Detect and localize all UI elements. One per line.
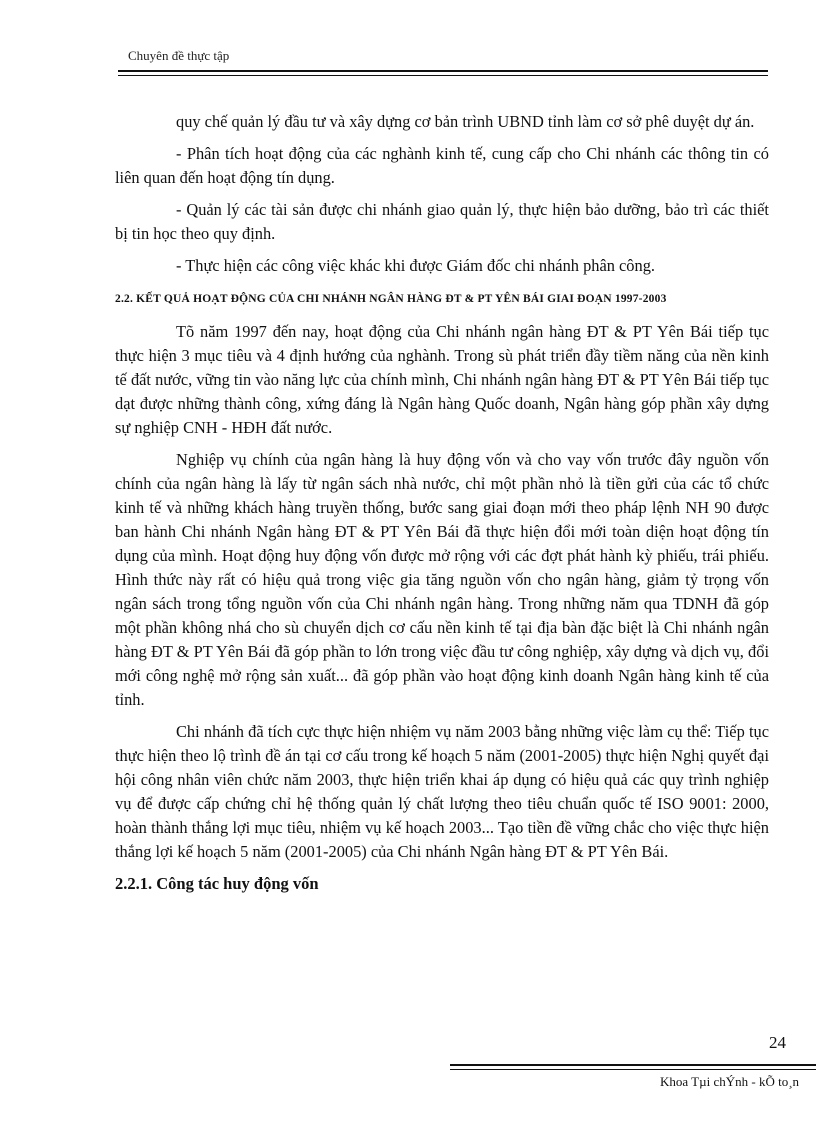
- paragraph: Nghiệp vụ chính của ngân hàng là huy động vốn và cho vay vốn trước đây nguồn vốn chính của ngân hàng là lấy từ ngân sách nhà nước, chỉ một phần nhỏ là tiền gửi của các tổ chức kinh tế và những khách hàng truyền thống, bước sang giai đoạn mới theo pháp lệnh NH 90 được ban hành Chi nhánh Ngân hàng ĐT & PT Yên Bái đã thực hiện đổi mới toàn diện hoạt động tín dụng của mình. Hoạt động huy động vốn được mở rộng với các đợt phát hành kỳ phiếu, trái phiếu. Hình thức này rất có hiệu quả trong việc gia tăng nguồn vốn cho ngân hàng, giảm tỷ trọng vốn ngân sách trong tổng nguồn vốn của Chi nhánh ngân hàng. Trong những năm qua TDNH đã góp một phần không nhá cho sù chuyển dịch cơ cấu nền kinh tế tại địa bàn đặc biệt là Chi nhánh ngân hàng ĐT & PT Yên Bái đã góp phần to lớn trong việc đầu tư công nghiệp, xây dựng và dịch vụ, đổi mới công nghệ mở rộng sản xuất... đã góp phần vào hoạt động kinh doanh Ngân hàng kinh tế của tỉnh.: [115, 450, 769, 709]
- paragraph: - Thực hiện các công việc khác khi được Giám đốc chi nhánh phân công.: [176, 256, 655, 275]
- header-rule-thin: [118, 75, 768, 76]
- page-body: [115, 110, 769, 894]
- paragraph: - Phân tích hoạt động của các nghành kinh tế, cung cấp cho Chi nhánh các thông tin có liên quan đến hoạt động tín dụng.: [115, 144, 769, 187]
- section-heading: 2.2. KẾT QUẢ HOẠT ĐỘNG CỦA CHI NHÁNH NGÂN HÀNG ĐT & PT YÊN BÁI GIAI ĐOẠN 1997-2003: [115, 293, 667, 305]
- page-number: 24: [769, 1033, 786, 1052]
- subsection-heading: 2.2.1. Công tác huy động vốn: [115, 874, 319, 893]
- footer-rule-thick: [450, 1064, 816, 1066]
- paragraph: quy chế quản lý đầu tư và xây dựng cơ bản trình UBND tỉnh làm cơ sở phê duyệt dự án.: [176, 112, 755, 131]
- paragraph: Tõ năm 1997 đến nay, hoạt động của Chi nhánh ngân hàng ĐT & PT Yên Bái tiếp tục thực hiện 3 mục tiêu và 4 định hướng của nghành. Trong sù phát triển đầy tiềm năng của nền kinh tế đất nước, vững tin vào năng lực của chính mình, Chi nhánh ngân hàng ĐT & PT Yên Bái tiếp tục dạt được những thành công, xứng đáng là Ngân hàng Quốc doanh, Ngân hàng góp phần xây dựng sự nghiệp CNH - HĐH đất nước.: [115, 322, 769, 437]
- paragraph: - Quản lý các tài sản được chi nhánh giao quản lý, thực hiện bảo dưỡng, bảo trì các thiết bị tin học theo quy định.: [115, 200, 769, 243]
- running-header: Chuyên đề thực tập: [128, 48, 230, 63]
- header-rule-thick: [118, 70, 768, 72]
- paragraph: Chi nhánh đã tích cực thực hiện nhiệm vụ năm 2003 bằng những việc làm cụ thể: Tiếp tục thực hiện theo lộ trình đề án tại cơ cấu trong kế hoạch 5 năm (2001-2005) thực hiện Nghị quyết đại hội công nhân viên chức năm 2003, thực hiện triển khai áp dụng có hiệu quả các quy trình nghiệp vụ để được cấp chứng chỉ hệ thống quản lý chất lượng theo tiêu chuẩn quốc tế ISO 9001: 2000, hoàn thành thắng lợi mục tiêu, nhiệm vụ kế hoạch 2003... Tạo tiền đề vững chắc cho việc thực hiện thắng lợi kế hoạch 5 năm (2001-2005) của Chi nhánh Ngân hàng ĐT & PT Yên Bái.: [115, 722, 769, 861]
- footer-rule-thin: [450, 1069, 816, 1070]
- running-footer: Khoa Tµi chÝnh - kÕ to¸n: [660, 1074, 800, 1089]
